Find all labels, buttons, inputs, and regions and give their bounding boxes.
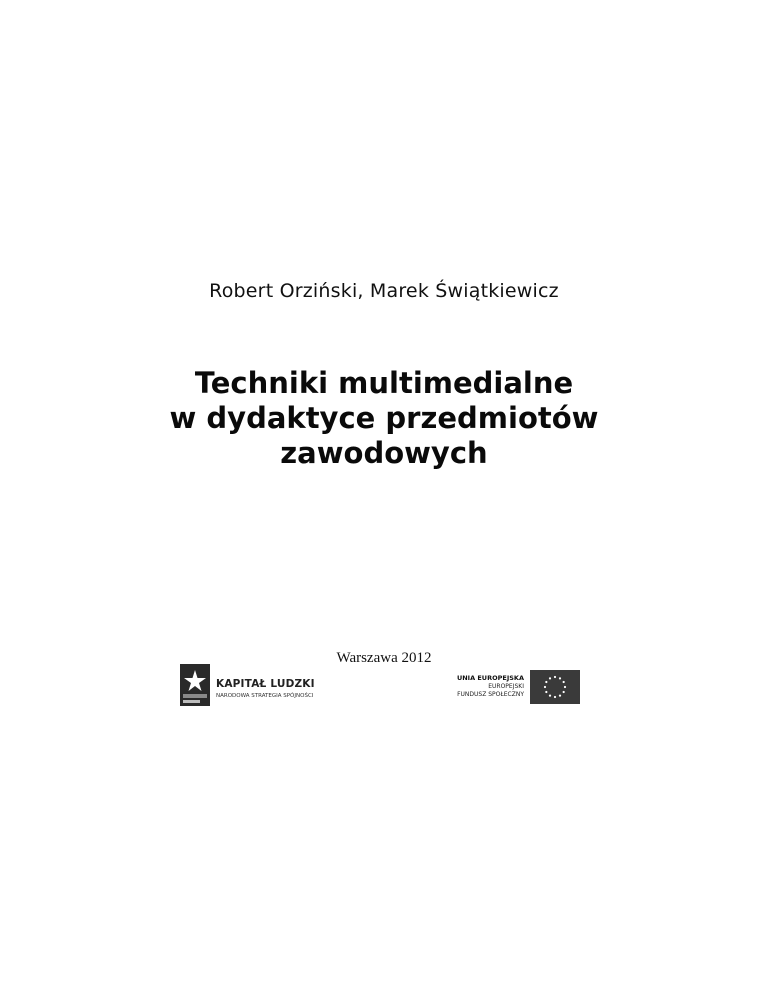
publication-place-year: Warszawa 2012	[336, 650, 432, 666]
eu-flag-star-icon	[563, 691, 565, 693]
logo-left-subtitle: NARODOWA STRATEGIA SPÓJNOŚCI	[216, 693, 314, 699]
logo-left-name: KAPITAŁ LUDZKI	[216, 678, 315, 690]
eu-logo-line2: EUROPEJSKI	[488, 683, 524, 690]
eu-flag-star-icon	[554, 696, 556, 698]
book-title	[0, 366, 768, 471]
eu-flag-star-icon	[549, 677, 551, 679]
eu-flag-star-icon	[559, 695, 561, 697]
eu-flag-star-icon	[545, 681, 547, 683]
authors: Robert Orziński, Marek Świątkiewicz	[209, 280, 559, 302]
eu-flag-star-icon	[549, 695, 551, 697]
eu-flag-star-icon	[564, 686, 566, 688]
kapital-ludzki-star-icon	[180, 664, 210, 706]
eu-flag-star-icon	[559, 677, 561, 679]
kapital-ludzki-logo	[180, 664, 320, 706]
eu-flag-star-icon	[545, 691, 547, 693]
eu-flag-star-icon	[554, 676, 556, 678]
eu-esf-logo	[440, 670, 580, 706]
eu-flag-star-icon	[563, 681, 565, 683]
eu-logo-text	[457, 674, 524, 699]
book-title-line: Techniki multimedialne	[194, 366, 574, 400]
eu-flag-star-icon	[544, 686, 546, 688]
eu-logo-line3: FUNDUSZ SPOŁECZNY	[457, 691, 524, 698]
eu-flag-icon	[530, 670, 580, 704]
book-title-line: zawodowych	[280, 436, 488, 470]
book-title-line: w dydaktyce przedmiotów	[169, 401, 599, 435]
eu-logo-line1: UNIA EUROPEJSKA	[456, 674, 524, 682]
